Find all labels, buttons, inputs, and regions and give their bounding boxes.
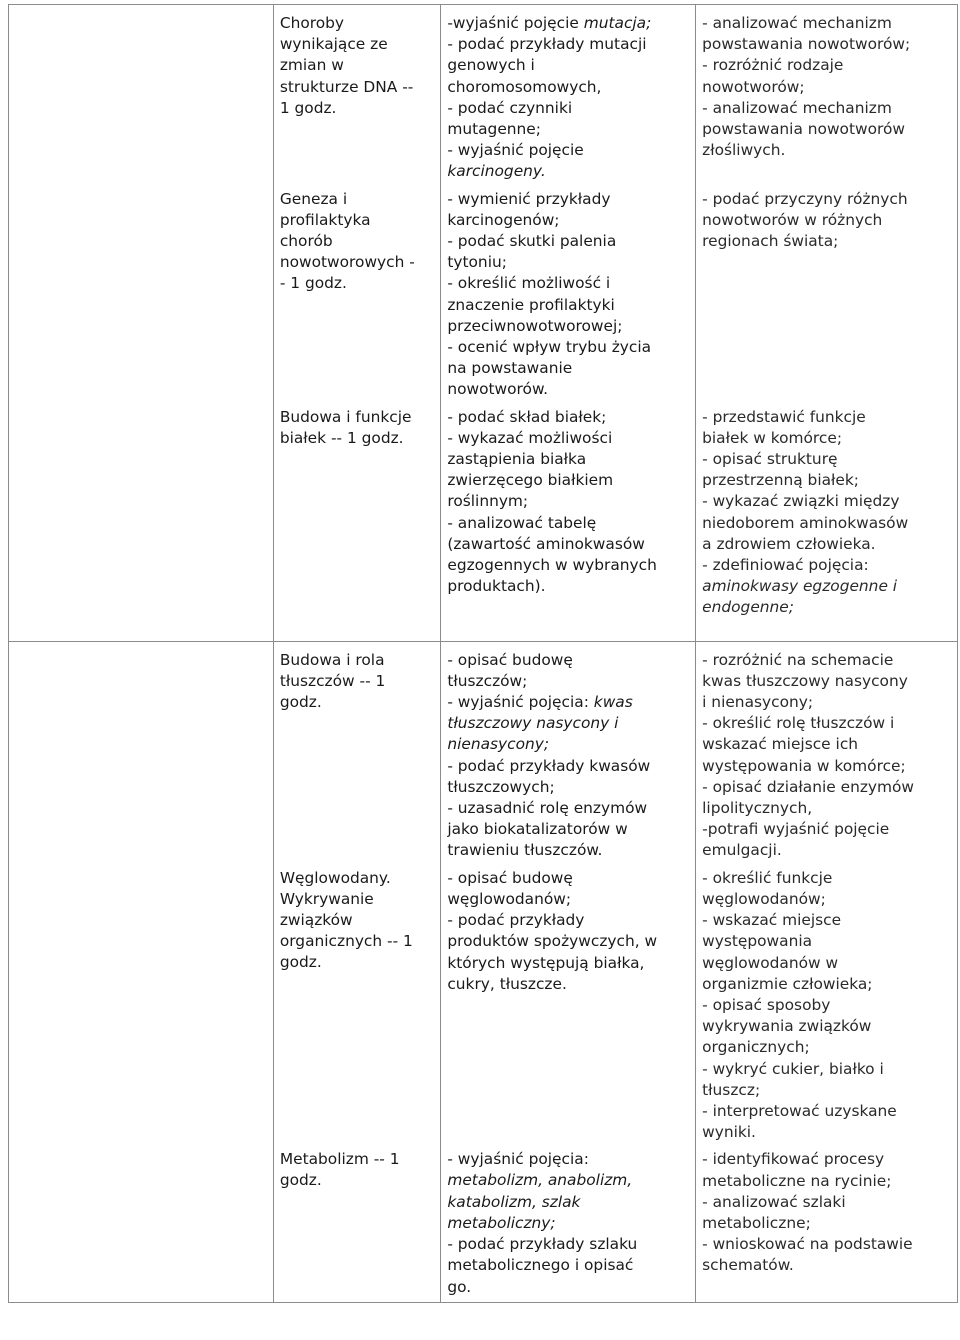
text-line (702, 491, 957, 512)
text-line (447, 889, 695, 910)
text-line (702, 1192, 957, 1213)
text-segment: mutagenne; (447, 120, 541, 139)
basic-block (441, 1143, 695, 1297)
text-segment: trawieniu tłuszczów. (447, 841, 603, 860)
text-line (447, 650, 695, 671)
topic-block (274, 5, 441, 183)
topic-line: białek -- 1 godz. (279, 428, 404, 447)
empty-cell (9, 641, 274, 1302)
text-segment: choromosomowych, (447, 77, 602, 96)
text-segment: wskazać miejsce ich (702, 735, 859, 754)
basic-requirements-cell (441, 641, 696, 1302)
text-line (447, 534, 695, 555)
text-line (702, 777, 957, 798)
text-segment: których występują białka, (447, 953, 645, 972)
basic-block (441, 401, 695, 619)
text-line (702, 1101, 957, 1122)
text-segment: organizmie człowieka; (702, 974, 873, 993)
text-segment: - określić funkcje (702, 868, 833, 887)
text-segment: metabolicznego i opisać (447, 1256, 634, 1275)
text-segment: egzogennych w wybranych (447, 556, 657, 575)
text-segment: - podać przykłady mutacji (447, 35, 647, 54)
text-segment: - opisać działanie enzymów (702, 777, 915, 796)
text-line (702, 974, 957, 995)
text-line (702, 819, 957, 840)
text-segment: jako biokatalizatorów w (447, 820, 628, 839)
text-line (702, 889, 957, 910)
topic-line: Budowa i rola (279, 650, 385, 669)
basic-block (441, 862, 695, 1144)
text-line (447, 777, 695, 798)
syllabus-body (9, 5, 958, 1303)
extended-block (696, 5, 957, 183)
extended-requirements-cell (696, 5, 958, 642)
text-segment: - wykryć cukier, białko i (702, 1059, 884, 1078)
text-line (702, 1122, 957, 1143)
text-line (702, 931, 957, 952)
text-segment: produktów spożywczych, w (447, 932, 658, 951)
text-segment: i nienasycony; (702, 693, 814, 712)
topic-line: Geneza i (279, 189, 348, 208)
text-line (702, 798, 957, 819)
text-segment: wykrywania związków (702, 1017, 872, 1036)
syllabus-group-row (9, 5, 958, 642)
text-line (447, 358, 695, 379)
topic-block (274, 183, 441, 401)
text-segment: - zdefiniować pojęcia: (702, 556, 869, 575)
extended-block (696, 1143, 957, 1297)
topic-line: Metabolizm -- 1 (279, 1150, 400, 1169)
text-segment: tłuszczowych; (447, 777, 555, 796)
topic-line: tłuszczów -- 1 (279, 671, 386, 690)
text-line (702, 1255, 957, 1276)
topic-block (274, 401, 441, 619)
text-segment: kwas tłuszczowy nasycony (702, 671, 908, 690)
text-line (447, 407, 695, 428)
text-line (447, 671, 695, 692)
text-line (447, 161, 695, 182)
text-segment: - podać skład białek; (447, 407, 607, 426)
topic-line: Budowa i funkcje (279, 407, 412, 426)
text-line (447, 798, 695, 819)
text-segment: schematów. (702, 1256, 794, 1275)
basic-block (441, 183, 695, 401)
extended-block (696, 401, 957, 619)
syllabus-table (8, 4, 958, 1303)
text-line (447, 1213, 695, 1234)
text-segment: (zawartość aminokwasów (447, 534, 645, 553)
italic-term: tłuszczowy nasycony i (447, 714, 619, 733)
text-segment: węglowodanów; (702, 889, 826, 908)
text-line (447, 974, 695, 995)
topic-line: - 1 godz. (279, 274, 347, 293)
text-line (447, 1192, 695, 1213)
text-segment: nowotworów. (447, 380, 549, 399)
text-line (447, 13, 695, 34)
text-line (447, 491, 695, 512)
text-line (447, 1234, 695, 1255)
syllabus-group-row (9, 641, 958, 1302)
text-line (447, 555, 695, 576)
text-line (447, 316, 695, 337)
text-line (702, 210, 957, 231)
text-line (702, 1149, 957, 1170)
text-line (447, 140, 695, 161)
text-line (447, 231, 695, 252)
topic-line: wynikające ze (279, 35, 388, 54)
text-line (702, 534, 957, 555)
text-line (447, 868, 695, 889)
text-segment: karcinogenów; (447, 210, 560, 229)
text-segment: - analizować tabelę (447, 513, 597, 532)
text-segment: - przedstawić funkcje (702, 407, 866, 426)
text-line (447, 252, 695, 273)
text-line (702, 449, 957, 470)
text-line (702, 407, 957, 428)
text-segment: - wymienić przykłady (447, 189, 611, 208)
text-line (702, 140, 957, 161)
text-segment: - podać przyczyny różnych (702, 189, 908, 208)
text-line (702, 119, 957, 140)
text-segment: - wnioskować na podstawie (702, 1235, 913, 1254)
text-line (447, 189, 695, 210)
topic-line: zmian w (279, 56, 344, 75)
italic-term: aminokwasy egzogenne i (702, 577, 898, 596)
text-line (447, 98, 695, 119)
text-segment: a zdrowiem człowieka. (702, 534, 876, 553)
text-line (702, 1213, 957, 1234)
text-segment: powstawania nowotworów (702, 120, 905, 139)
text-line (702, 55, 957, 76)
topic-line: Węglowodany. (279, 868, 391, 887)
text-line (702, 77, 957, 98)
text-segment: występowania (702, 932, 813, 951)
topic-line: 1 godz. (279, 98, 337, 117)
text-line (702, 597, 957, 618)
text-line (447, 1255, 695, 1276)
text-segment: powstawania nowotworów; (702, 35, 911, 54)
text-line (447, 273, 695, 294)
text-segment: - podać skutki palenia (447, 232, 617, 251)
text-segment: - identyfikować procesy (702, 1150, 885, 1169)
text-segment: węglowodanów; (447, 889, 572, 908)
text-line (447, 428, 695, 449)
text-segment: - rozróżnić na schemacie (702, 650, 894, 669)
topic-line: godz. (279, 1171, 322, 1190)
text-segment: - określić możliwość i (447, 274, 611, 293)
text-line (702, 189, 957, 210)
text-line (702, 953, 957, 974)
text-segment: cukry, tłuszcze. (447, 974, 567, 993)
text-line (702, 513, 957, 534)
extended-block (696, 183, 957, 401)
text-line (702, 671, 957, 692)
text-segment: genowych i (447, 56, 535, 75)
text-segment: - określić rolę tłuszczów i (702, 714, 895, 733)
topic-line: profilaktyka (279, 210, 371, 229)
text-segment: emulgacji. (702, 841, 782, 860)
text-segment: - opisać sposoby (702, 995, 831, 1014)
italic-term: nienasycony; (447, 735, 550, 754)
text-line (702, 910, 957, 931)
text-line (447, 34, 695, 55)
text-segment: -potrafi wyjaśnić pojęcie (702, 820, 890, 839)
text-line (447, 379, 695, 400)
text-segment: - wykazać związki między (702, 492, 900, 511)
topic-line: godz. (279, 953, 322, 972)
text-segment: - ocenić wpływ trybu życia (447, 338, 652, 357)
text-line (702, 840, 957, 861)
text-segment: na powstawanie (447, 359, 573, 378)
text-line (702, 1037, 957, 1058)
text-segment: przestrzenną białek; (702, 471, 859, 490)
text-segment: - wykazać możliwości (447, 428, 613, 447)
text-segment: - podać czynniki (447, 98, 573, 117)
text-segment: go. (447, 1277, 472, 1296)
extended-block (696, 862, 957, 1144)
text-segment: - wyjaśnić pojęcie (447, 141, 584, 160)
extended-block (696, 642, 957, 862)
text-line (447, 576, 695, 597)
text-segment: - analizować mechanizm (702, 14, 892, 32)
text-line (702, 868, 957, 889)
text-line (702, 1234, 957, 1255)
topic-block (274, 1143, 441, 1297)
text-segment: wyniki. (702, 1123, 756, 1142)
topic-line: strukturze DNA -- (279, 77, 414, 96)
text-segment: - opisać budowę (447, 650, 573, 669)
text-line (447, 513, 695, 534)
text-line (702, 1171, 957, 1192)
text-line (702, 1059, 957, 1080)
text-line (702, 13, 957, 34)
text-line (447, 55, 695, 76)
topic-block (274, 862, 441, 1144)
italic-term: metaboliczny; (447, 1213, 556, 1232)
topic-line: Wykrywanie (279, 889, 374, 908)
italic-term: katabolizm, szlak (447, 1192, 581, 1211)
text-line (447, 713, 695, 734)
text-line (447, 692, 695, 713)
italic-term: endogenne; (702, 598, 794, 617)
text-segment: - wyjaśnić pojęcia: (447, 693, 594, 712)
text-line (702, 231, 957, 252)
text-segment: białek w komórce; (702, 428, 843, 447)
text-segment: organicznych; (702, 1038, 810, 1057)
text-line (447, 119, 695, 140)
text-segment: regionach świata; (702, 232, 839, 250)
text-segment: - wskazać miejsce (702, 911, 842, 930)
topic-line: godz. (279, 693, 322, 712)
topic-line: nowotworowych - (279, 253, 415, 272)
text-line (447, 337, 695, 358)
text-segment: występowania w komórce; (702, 756, 906, 775)
italic-term: karcinogeny. (447, 162, 546, 181)
extended-requirements-cell (696, 641, 958, 1302)
text-line (447, 77, 695, 98)
text-segment: roślinnym; (447, 492, 529, 511)
text-segment: - opisać strukturę (702, 450, 838, 468)
text-line (447, 470, 695, 491)
text-line (702, 1080, 957, 1101)
text-line (447, 449, 695, 470)
text-line (702, 428, 957, 449)
text-line (702, 650, 957, 671)
text-segment: -wyjaśnić pojęcie (447, 14, 584, 32)
italic-term: kwas (593, 693, 633, 712)
text-line (447, 931, 695, 952)
text-segment: - analizować szlaki (702, 1192, 846, 1211)
text-line (447, 953, 695, 974)
topic-line: związków (279, 911, 353, 930)
text-line (447, 734, 695, 755)
text-segment: - interpretować uzyskane (702, 1101, 897, 1120)
basic-block (441, 642, 695, 862)
text-line (702, 692, 957, 713)
text-segment: - rozróżnić rodzaje (702, 56, 844, 75)
text-segment: - podać przykłady kwasów (447, 756, 651, 775)
topic-cell (273, 641, 441, 1302)
text-segment: przeciwnowotworowej; (447, 316, 623, 335)
topic-line: chorób (279, 232, 333, 250)
italic-term: mutacja; (583, 14, 652, 32)
syllabus-page (8, 4, 958, 1303)
text-segment: - analizować mechanizm (702, 98, 892, 117)
text-segment: produktach). (447, 577, 546, 596)
text-line (447, 819, 695, 840)
text-segment: - podać przykłady szlaku (447, 1235, 638, 1254)
text-line (447, 910, 695, 931)
text-line (447, 1170, 695, 1191)
text-segment: lipolitycznych, (702, 799, 813, 818)
text-segment: zastąpienia białka (447, 450, 587, 469)
text-line (447, 210, 695, 231)
topic-line: organicznych -- 1 (279, 932, 413, 951)
text-line (447, 1277, 695, 1298)
topic-cell (273, 5, 441, 642)
text-line (702, 34, 957, 55)
text-line (702, 470, 957, 491)
text-segment: niedoborem aminokwasów (702, 513, 909, 532)
text-segment: metaboliczne; (702, 1213, 811, 1232)
text-line (702, 98, 957, 119)
text-segment: zwierzęcego białkiem (447, 471, 614, 490)
text-line (702, 555, 957, 576)
text-line (447, 756, 695, 777)
text-line (702, 756, 957, 777)
text-line (447, 840, 695, 861)
text-line (702, 734, 957, 755)
text-segment: tłuszczów; (447, 671, 528, 690)
text-line (447, 295, 695, 316)
text-segment: znaczenie profilaktyki (447, 295, 615, 314)
text-segment: nowotworów w różnych (702, 210, 883, 229)
text-segment: metaboliczne na rycinie; (702, 1171, 892, 1190)
text-line (702, 713, 957, 734)
text-segment: tłuszcz; (702, 1080, 761, 1099)
text-line (702, 995, 957, 1016)
basic-block (441, 5, 695, 183)
topic-line: Choroby (279, 14, 345, 32)
text-line (702, 576, 957, 597)
basic-requirements-cell (441, 5, 696, 642)
italic-term: metabolizm, anabolizm, (447, 1171, 633, 1190)
text-line (702, 1016, 957, 1037)
empty-cell (9, 5, 274, 642)
text-segment: - podać przykłady (447, 911, 585, 930)
text-segment: złośliwych. (702, 141, 786, 160)
text-segment: węglowodanów w (702, 953, 839, 972)
text-segment: nowotworów; (702, 77, 805, 96)
topic-block (274, 642, 441, 862)
text-segment: tytoniu; (447, 253, 507, 272)
text-segment: - opisać budowę (447, 868, 573, 887)
text-segment: - wyjaśnić pojęcia: (447, 1150, 589, 1169)
text-line (447, 1149, 695, 1170)
text-segment: - uzasadnić rolę enzymów (447, 799, 648, 818)
